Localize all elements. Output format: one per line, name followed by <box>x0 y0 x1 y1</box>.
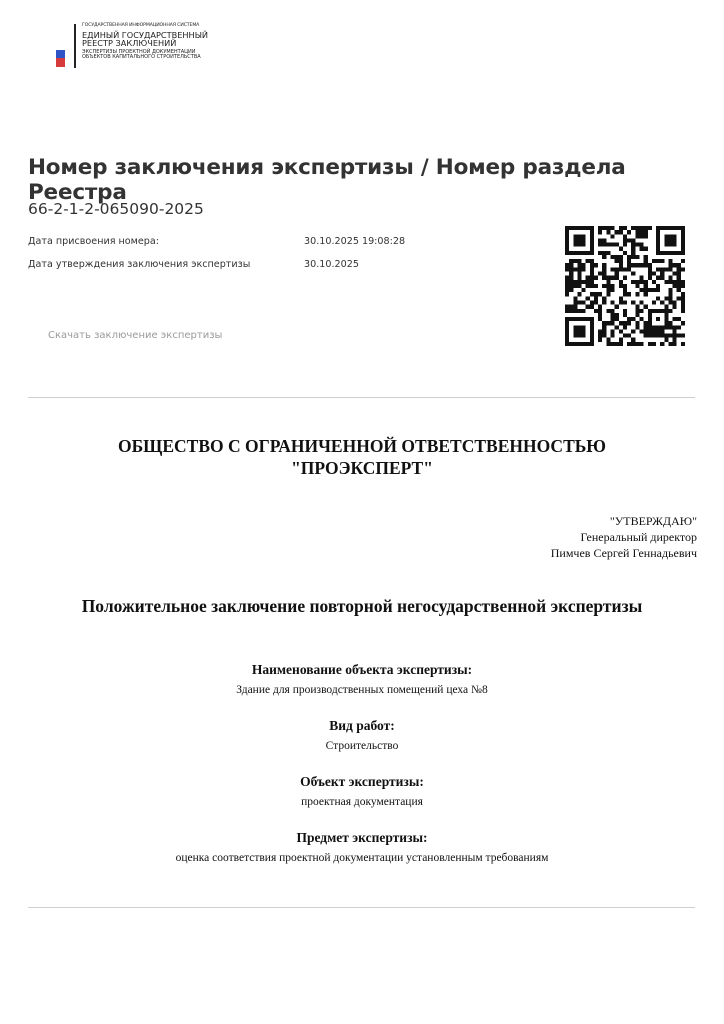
logo-line-5: ОБЪЕКТОВ КАПИТАЛЬНОГО СТРОИТЕЛЬСТВА <box>82 54 201 61</box>
conclusion-title: Положительное заключение повторной негосударственной экспертизы <box>81 596 643 616</box>
logo-line-2: ЕДИНЫЙ ГОСУДАРСТВЕННЫЙ <box>82 29 209 40</box>
organization-name-line-2: "ПРОЭКСПЕРТ" <box>291 458 433 478</box>
logo-line-1: ГОСУДАРСТВЕННАЯ ИНФОРМАЦИОННАЯ СИСТЕМА <box>82 23 200 28</box>
logo-line-4: ЭКСПЕРТИЗЫ ПРОЕКТНОЙ ДОКУМЕНТАЦИИ <box>82 49 196 56</box>
assign-date-value: 30.10.2025 19:08:28 <box>304 236 406 247</box>
section-value-expertise-subject: оценка соответствия проектной документации установленным требованиям <box>175 852 549 864</box>
flag-icon <box>56 41 65 67</box>
approval-date-label: Дата утверждения заключения экспертизы <box>28 259 251 270</box>
download-conclusion-link[interactable]: Скачать заключение экспертизы <box>48 330 223 341</box>
divider-top <box>28 397 695 398</box>
approval-stamp-heading: "УТВЕРЖДАЮ" <box>609 514 697 528</box>
section-heading-object-name: Наименование объекта экспертизы: <box>251 662 473 677</box>
section-heading-work-type: Вид работ: <box>329 718 395 733</box>
registry-logo <box>56 24 226 70</box>
section-value-expertise-object: проектная документация <box>301 796 423 808</box>
section-value-object-name: Здание для производственных помещений цеха №8 <box>236 684 488 696</box>
logo-divider <box>74 24 76 68</box>
section-heading-expertise-subject: Предмет экспертизы: <box>296 830 428 845</box>
organization-name-line-1: ОБЩЕСТВО С ОГРАНИЧЕННОЙ ОТВЕТСТВЕННОСТЬЮ <box>117 436 607 456</box>
flag-stripe-red <box>56 58 65 67</box>
logo-line-3: РЕЕСТР ЗАКЛЮЧЕНИЙ <box>82 38 177 49</box>
qr-code-icon <box>565 226 685 346</box>
flag-stripe-blue <box>56 50 65 59</box>
assign-date-label: Дата присвоения номера: <box>28 236 160 247</box>
approval-position: Генеральный директор <box>580 530 697 544</box>
approval-date-value: 30.10.2025 <box>304 259 359 270</box>
logo-text <box>82 24 242 61</box>
section-heading-expertise-object: Объект экспертизы: <box>300 774 424 789</box>
registry-number: 66-2-1-2-065090-2025 <box>28 200 204 218</box>
flag-stripe-white <box>56 41 65 50</box>
page-title: Номер заключения экспертизы / Номер раздела Реестра <box>28 155 626 205</box>
divider-bottom <box>28 907 695 908</box>
section-value-work-type: Строительство <box>325 740 399 752</box>
approval-person: Пимчев Сергей Геннадьевич <box>550 546 697 560</box>
